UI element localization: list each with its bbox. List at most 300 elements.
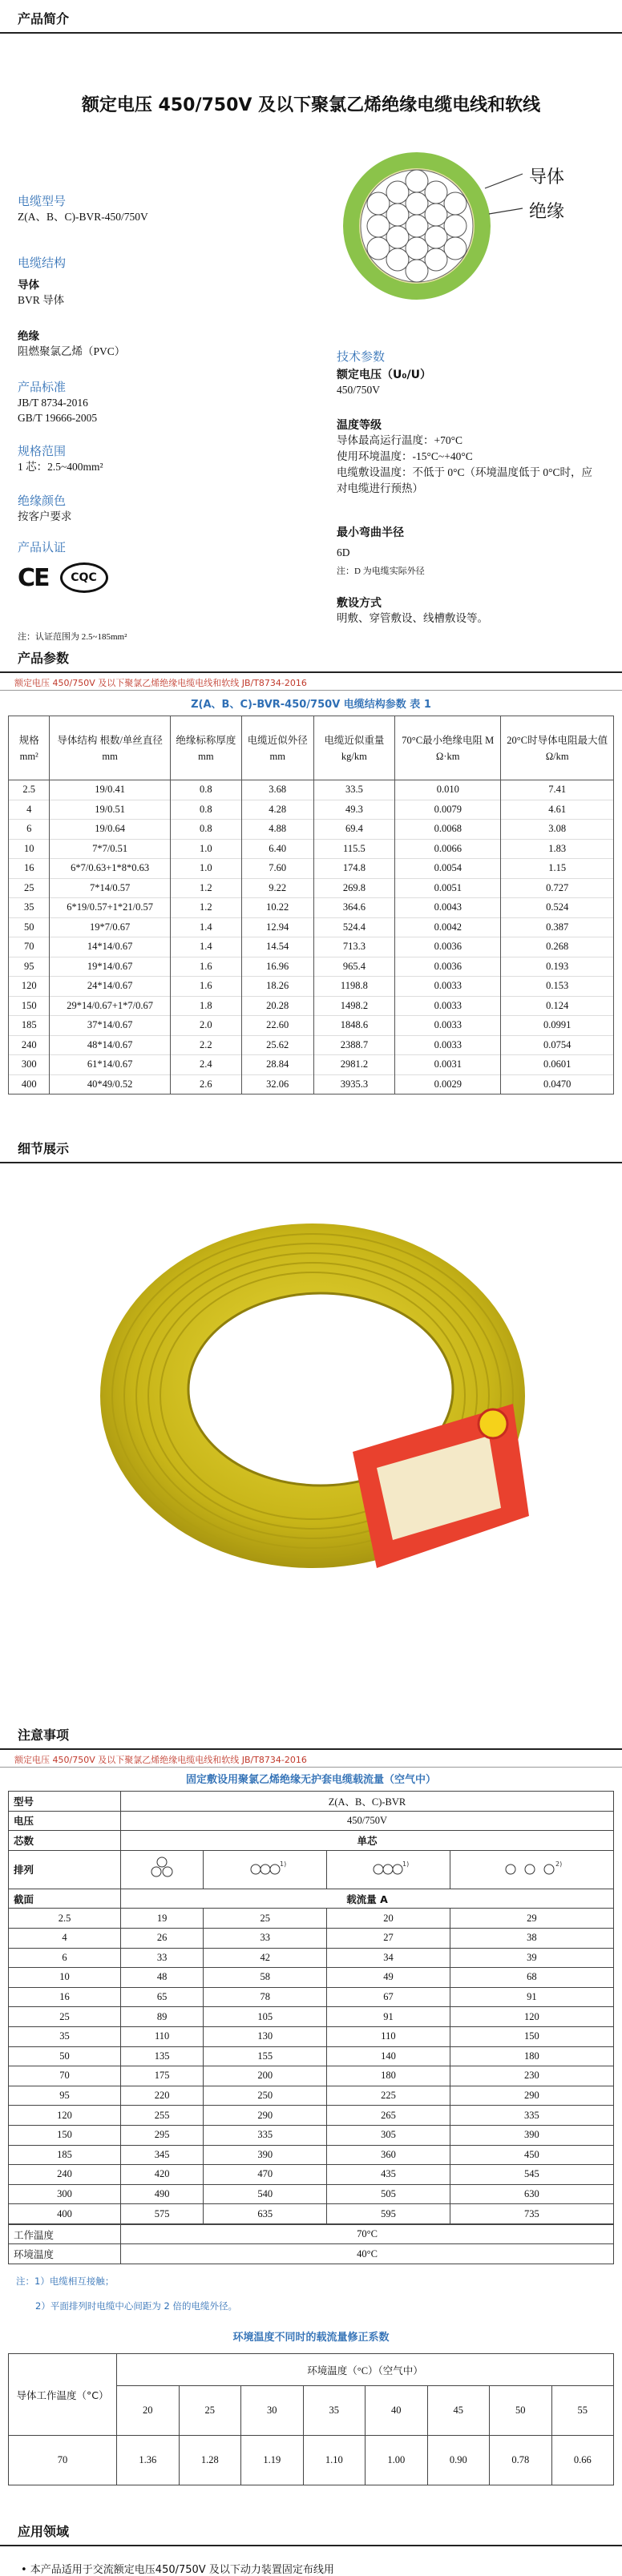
table-cell: 1.8	[170, 996, 241, 1016]
table-cell: 150	[9, 2125, 121, 2145]
table-row	[9, 917, 614, 937]
table-row	[9, 839, 614, 859]
table-cell: 635	[204, 2204, 327, 2224]
table-cell: 240	[9, 2165, 121, 2185]
corr-value-cell: 0.78	[490, 2436, 552, 2485]
table-row	[9, 977, 614, 997]
table-cell: 290	[204, 2106, 327, 2126]
table-cell: 390	[450, 2125, 613, 2145]
conductor-label: 导体	[529, 167, 565, 187]
table-cell: 29	[450, 1909, 613, 1929]
table-row	[9, 2125, 614, 2145]
table-cell: 2.4	[170, 1055, 241, 1075]
table-cell: 34	[327, 1948, 450, 1968]
corr-temp-cell: 25	[179, 2386, 241, 2436]
corr-temp-cell: 30	[241, 2386, 304, 2436]
table-cell: 364.6	[313, 898, 394, 918]
arrangement-label: 排列	[9, 1850, 121, 1889]
spec-value: 1 芯：2.5~400mm²	[18, 461, 103, 473]
section-header-details: 细节展示	[0, 1130, 622, 1163]
table-cell: 400	[9, 1074, 50, 1094]
table-cell: 1.83	[501, 839, 614, 859]
table-cell: 0.0029	[395, 1074, 501, 1094]
table-cell: 70	[9, 2066, 121, 2086]
env-temp-label: 环境温度	[9, 2244, 121, 2264]
work-temp-row	[9, 2224, 614, 2244]
params-header-cell: 70°C最小绝缘电阻 M Ω·km	[395, 716, 501, 780]
table-row	[9, 2165, 614, 2185]
table-cell: 0.268	[501, 937, 614, 957]
table-cell: 0.0991	[501, 1016, 614, 1036]
table-cell: 19*7/0.67	[50, 917, 170, 937]
table-cell: 4.28	[241, 800, 313, 820]
work-temp-value: 70°C	[121, 2224, 614, 2244]
table-cell: 240	[9, 1035, 50, 1055]
cqc-logo-text: CQC	[71, 571, 97, 584]
table-cell: 0.524	[501, 898, 614, 918]
table-cell: 335	[204, 2125, 327, 2145]
ampacity-arrangement-row	[9, 1850, 614, 1889]
table-cell: 490	[121, 2184, 204, 2204]
table-cell: 0.124	[501, 996, 614, 1016]
table-cell: 335	[450, 2106, 613, 2126]
params-header-cell: 绝缘标称厚度 mm	[170, 716, 241, 780]
table-cell: 0.0033	[395, 1016, 501, 1036]
table-cell: 0.0036	[395, 937, 501, 957]
ampacity-section-header-row	[9, 1889, 614, 1909]
table-row	[9, 1948, 614, 1968]
table-cell: 19	[121, 1909, 204, 1929]
table-cell: 1848.6	[313, 1016, 394, 1036]
table-cell: 20	[327, 1909, 450, 1929]
table-cell: 150	[450, 2026, 613, 2046]
table-row	[9, 2026, 614, 2046]
section-label: 截面	[9, 1889, 121, 1909]
table-cell: 6*19/0.57+1*21/0.57	[50, 898, 170, 918]
table-cell: 19*14/0.67	[50, 957, 170, 977]
table-cell: 1498.2	[313, 996, 394, 1016]
table-cell: 91	[450, 1987, 613, 2007]
conductor-value: BVR 导体	[18, 294, 65, 306]
table-cell: 4.88	[241, 820, 313, 840]
standard-1: JB/T 8734-2016	[18, 397, 88, 409]
bend-note: 注：D 为电缆实际外径	[337, 566, 425, 576]
table-cell: 4	[9, 800, 50, 820]
table-cell: 435	[327, 2165, 450, 2185]
ampacity-note-2: 2）平面排列时电缆中心间距为 2 倍的电缆外径。	[35, 2300, 237, 2312]
table-cell: 390	[204, 2145, 327, 2165]
table-cell: 16	[9, 1987, 121, 2007]
table-cell: 420	[121, 2165, 204, 2185]
table-cell: 28.84	[241, 1055, 313, 1075]
table-cell: 16.96	[241, 957, 313, 977]
correction-values-row	[9, 2436, 614, 2485]
table-cell: 1198.8	[313, 977, 394, 997]
table-cell: 69.4	[313, 820, 394, 840]
insulation-block	[18, 329, 125, 359]
corr-row-label: 70	[9, 2436, 117, 2485]
table-cell: 6.40	[241, 839, 313, 859]
ampacity-table-title: 固定敷设用聚氯乙烯绝缘无护套电缆载流量（空气中）	[185, 1774, 436, 1786]
ampacity-model-row	[9, 1792, 614, 1812]
table-cell: 0.8	[170, 800, 241, 820]
correction-title: 环境温度不同时的载流量修正系数	[232, 2332, 390, 2344]
tech-heading: 技术参数	[337, 349, 386, 364]
table-cell: 0.153	[501, 977, 614, 997]
table-cell: 135	[121, 2046, 204, 2066]
table-cell: 14.54	[241, 937, 313, 957]
table-cell: 58	[204, 1968, 327, 1988]
table-row	[9, 1016, 614, 1036]
table-cell: 1.15	[501, 859, 614, 879]
table-cell: 3.08	[501, 820, 614, 840]
cert-heading: 产品认证	[18, 540, 67, 554]
arrangement-trefoil-icon	[121, 1850, 204, 1889]
rated-voltage-label: 额定电压（U₀/U）	[337, 369, 431, 381]
table-cell: 7.60	[241, 859, 313, 879]
table-cell: 230	[450, 2066, 613, 2086]
corr-temp-cell: 45	[427, 2386, 490, 2436]
table-row	[9, 2007, 614, 2027]
table-cell: 39	[450, 1948, 613, 1968]
table-cell: 505	[327, 2184, 450, 2204]
table-cell: 200	[204, 2066, 327, 2086]
table-cell: 345	[121, 2145, 204, 2165]
ampacity-label: 载流量 A	[121, 1889, 614, 1909]
table-cell: 180	[327, 2066, 450, 2086]
table-cell: 95	[9, 2086, 121, 2106]
table-cell: 35	[9, 2026, 121, 2046]
table-row	[9, 1035, 614, 1055]
corr-value-cell: 1.10	[303, 2436, 366, 2485]
table-cell: 48*14/0.67	[50, 1035, 170, 1055]
cqc-logo	[60, 562, 108, 593]
table-cell: 25	[9, 2007, 121, 2027]
model-block	[18, 192, 148, 224]
color-heading: 绝缘颜色	[18, 494, 67, 508]
table-cell: 91	[327, 2007, 450, 2027]
table-cell: 0.387	[501, 917, 614, 937]
corr-temp-cell: 50	[490, 2386, 552, 2436]
table-cell: 115.5	[313, 839, 394, 859]
params-header-cell: 电缆近似重量 kg/km	[313, 716, 394, 780]
product-photo	[0, 1163, 622, 1644]
install-value: 明敷、穿管敷设、线槽敷设等。	[337, 612, 488, 624]
table-cell: 19/0.51	[50, 800, 170, 820]
table-cell: 67	[327, 1987, 450, 2007]
table-cell: 155	[204, 2046, 327, 2066]
table-cell: 545	[450, 2165, 613, 2185]
table-cell: 10	[9, 839, 50, 859]
table-row	[9, 2046, 614, 2066]
table-cell: 40*49/0.52	[50, 1074, 170, 1094]
tech-block	[337, 348, 431, 398]
standard-2: GB/T 19666-2005	[18, 412, 98, 424]
insulation-value: 阻燃聚氯乙烯（PVC）	[18, 345, 126, 357]
table-cell: 0.0036	[395, 957, 501, 977]
corr-value-cell: 1.36	[117, 2436, 180, 2485]
table-cell: 110	[121, 2026, 204, 2046]
table-cell: 38	[450, 1928, 613, 1948]
table-row	[9, 937, 614, 957]
corr-temp-cell: 55	[551, 2386, 614, 2436]
table-cell: 120	[450, 2007, 613, 2027]
table-cell: 185	[9, 2145, 121, 2165]
table-row	[9, 996, 614, 1016]
insulation-heading: 绝缘	[18, 330, 39, 342]
table-cell: 19/0.41	[50, 780, 170, 800]
params-header-cell: 规格 mm²	[9, 716, 50, 780]
table-cell: 0.0051	[395, 878, 501, 898]
table-cell: 6	[9, 820, 50, 840]
table-cell: 0.010	[395, 780, 501, 800]
table-cell: 4	[9, 1928, 121, 1948]
corr-value-cell: 0.90	[427, 2436, 490, 2485]
table-cell: 0.0054	[395, 859, 501, 879]
table-cell: 70	[9, 937, 50, 957]
table-cell: 1.4	[170, 917, 241, 937]
table-cell: 4.61	[501, 800, 614, 820]
correction-table	[8, 2353, 614, 2485]
correction-header-row	[9, 2354, 614, 2386]
svg-text:1): 1)	[279, 1860, 286, 1869]
table-cell: 713.3	[313, 937, 394, 957]
table-cell: 1.4	[170, 937, 241, 957]
table-row	[9, 2066, 614, 2086]
table-cell: 7*7/0.51	[50, 839, 170, 859]
params-table-title: Z(A、B、C)-BVR-450/750V 电缆结构参数 表 1	[191, 699, 431, 711]
table-cell: 269.8	[313, 878, 394, 898]
params-table-header	[9, 716, 614, 780]
table-cell: 32.06	[241, 1074, 313, 1094]
arrangement-flat-spaced-icon	[450, 1850, 613, 1889]
table-cell: 300	[9, 1055, 50, 1075]
arrangement-flat-touching-2-icon	[327, 1850, 450, 1889]
spec-block	[18, 442, 103, 474]
table-cell: 25	[9, 878, 50, 898]
params-table	[8, 716, 614, 1094]
table-cell: 185	[9, 1016, 50, 1036]
table-row	[9, 859, 614, 879]
table-cell: 1.0	[170, 859, 241, 879]
table-cell: 35	[9, 898, 50, 918]
table-cell: 7.41	[501, 780, 614, 800]
section-header-notes: 注意事项	[0, 1716, 622, 1750]
ampacity-table	[8, 1791, 614, 2224]
table-cell: 250	[204, 2086, 327, 2106]
table-cell: 49	[327, 1968, 450, 1988]
cores-value-cell: 单芯	[121, 1831, 614, 1851]
corr-value-cell: 0.66	[551, 2436, 614, 2485]
params-header-cell: 电缆近似外径 mm	[241, 716, 313, 780]
table-row	[9, 1909, 614, 1929]
voltage-value-cell: 450/750V	[121, 1811, 614, 1831]
table-cell: 2.6	[170, 1074, 241, 1094]
corr-temp-cell: 40	[366, 2386, 428, 2436]
table-cell: 110	[327, 2026, 450, 2046]
table-cell: 180	[450, 2046, 613, 2066]
table-cell: 33	[121, 1948, 204, 1968]
table-cell: 0.0033	[395, 996, 501, 1016]
svg-text:2): 2)	[555, 1860, 563, 1869]
application-text: • 本产品适用于交流额定电压450/750V 及以下动力装置固定布线用	[21, 2564, 334, 2576]
table-cell: 360	[327, 2145, 450, 2165]
table-cell: 19/0.64	[50, 820, 170, 840]
ampacity-note-1: 注：1）电缆相互接触；	[16, 2276, 115, 2288]
table-cell: 0.0754	[501, 1035, 614, 1055]
color-block	[18, 492, 72, 524]
table-cell: 6*7/0.63+1*8*0.63	[50, 859, 170, 879]
install-heading: 敷设方式	[337, 597, 382, 610]
bend-heading: 最小弯曲半径	[337, 526, 404, 539]
table-cell: 61*14/0.67	[50, 1055, 170, 1075]
table-cell: 120	[9, 977, 50, 997]
temp-line-4: 对电缆进行预热）	[337, 482, 423, 494]
table-cell: 255	[121, 2106, 204, 2126]
corr-env-label: 环境温度（°C）（空气中）	[117, 2354, 614, 2386]
table-cell: 0.0043	[395, 898, 501, 918]
spec-heading: 规格范围	[18, 444, 67, 458]
model-label: 型号	[9, 1792, 121, 1812]
params-header-cell: 导体结构 根数/单丝直径 mm	[50, 716, 170, 780]
table-cell: 0.0042	[395, 917, 501, 937]
table-cell: 29*14/0.67+1*7/0.67	[50, 996, 170, 1016]
table-row	[9, 1987, 614, 2007]
voltage-label: 电压	[9, 1811, 121, 1831]
table-cell: 540	[204, 2184, 327, 2204]
ampacity-standard-note: 额定电压 450/750V 及以下聚氯乙烯绝缘电缆电线和软线 JB/T8734-2016	[0, 1750, 622, 1768]
table-cell: 33	[204, 1928, 327, 1948]
table-row	[9, 2184, 614, 2204]
table-row	[9, 2204, 614, 2224]
table-cell: 16	[9, 859, 50, 879]
structure-block	[18, 254, 66, 308]
table-row	[9, 2086, 614, 2106]
table-cell: 7*14/0.57	[50, 878, 170, 898]
env-temp-row	[9, 2244, 614, 2264]
params-table-body	[9, 780, 614, 1094]
table-cell: 6	[9, 1948, 121, 1968]
table-cell: 175	[121, 2066, 204, 2086]
model-value: Z(A、B、C)-BVR-450/750V	[18, 211, 148, 223]
model-heading: 电缆型号	[18, 194, 67, 208]
table-cell: 735	[450, 2204, 613, 2224]
table-cell: 450	[450, 2145, 613, 2165]
insulation-label: 绝缘	[529, 201, 565, 221]
table-row	[9, 878, 614, 898]
cert-logos	[18, 562, 108, 593]
corr-temp-cell: 20	[117, 2386, 180, 2436]
table-cell: 10	[9, 1968, 121, 1988]
table-cell: 575	[121, 2204, 204, 2224]
table-cell: 95	[9, 957, 50, 977]
table-cell: 225	[327, 2086, 450, 2106]
svg-text:1): 1)	[402, 1860, 410, 1869]
table-cell: 0.0079	[395, 800, 501, 820]
table-row	[9, 2106, 614, 2126]
table-cell: 0.0470	[501, 1074, 614, 1094]
product-title: 额定电压 450/750V 及以下聚氯乙烯绝缘电缆电线和软线	[81, 95, 541, 115]
table-cell: 174.8	[313, 859, 394, 879]
section-header-params: 产品参数	[0, 639, 622, 673]
color-value: 按客户要求	[18, 510, 72, 522]
table-cell: 0.0033	[395, 1035, 501, 1055]
table-row	[9, 800, 614, 820]
table-cell: 68	[450, 1968, 613, 1988]
bend-value: 6D	[337, 546, 350, 558]
corr-value-cell: 1.00	[366, 2436, 428, 2485]
corr-value-cell: 1.19	[241, 2436, 304, 2485]
work-temp-label: 工作温度	[9, 2224, 121, 2244]
temp-line-1: 导体最高运行温度：+70°C	[337, 434, 463, 446]
table-cell: 37*14/0.67	[50, 1016, 170, 1036]
table-row	[9, 1074, 614, 1094]
ampacity-cores-row	[9, 1831, 614, 1851]
table-cell: 0.727	[501, 878, 614, 898]
corr-temp-cell: 35	[303, 2386, 366, 2436]
temp-block	[337, 417, 617, 497]
table-cell: 2.2	[170, 1035, 241, 1055]
table-cell: 630	[450, 2184, 613, 2204]
params-standard-note: 额定电压 450/750V 及以下聚氯乙烯绝缘电缆电线和软线 JB/T8734-2016	[0, 673, 622, 691]
table-cell: 0.8	[170, 780, 241, 800]
params-header-cell: 20°C时导体电阻最大值 Ω/km	[501, 716, 614, 780]
table-cell: 2981.2	[313, 1055, 394, 1075]
temp-line-3: 电缆敷设温度：不低于 0°C（环境温度低于 0°C时，应	[337, 466, 593, 478]
table-cell: 305	[327, 2125, 450, 2145]
table-cell: 25	[204, 1909, 327, 1929]
table-row	[9, 957, 614, 977]
table-cell: 130	[204, 2026, 327, 2046]
table-row	[9, 820, 614, 840]
model-value-cell: Z(A、B、C)-BVR	[121, 1792, 614, 1812]
env-temp-value: 40°C	[121, 2244, 614, 2264]
table-cell: 3.68	[241, 780, 313, 800]
table-cell: 78	[204, 1987, 327, 2007]
table-cell: 1.0	[170, 839, 241, 859]
table-cell: 50	[9, 917, 50, 937]
standard-heading: 产品标准	[18, 380, 67, 394]
temp-heading: 温度等级	[337, 419, 382, 432]
table-cell: 220	[121, 2086, 204, 2106]
cores-label: 芯数	[9, 1831, 121, 1851]
table-cell: 1.6	[170, 977, 241, 997]
table-cell: 27	[327, 1928, 450, 1948]
table-cell: 0.193	[501, 957, 614, 977]
bend-block	[337, 524, 425, 577]
table-cell: 49.3	[313, 800, 394, 820]
table-cell: 12.94	[241, 917, 313, 937]
table-cell: 595	[327, 2204, 450, 2224]
table-cell: 26	[121, 1928, 204, 1948]
table-cell: 2.5	[9, 780, 50, 800]
temp-line-2: 使用环境温度：-15°C~+40°C	[337, 450, 473, 462]
table-cell: 89	[121, 2007, 204, 2027]
table-cell: 18.26	[241, 977, 313, 997]
cert-note: 注：认证范围为 2.5~185mm²	[18, 632, 127, 642]
ce-mark-logo: CE	[18, 563, 49, 592]
cable-cross-section-diagram	[337, 150, 529, 302]
corr-conductor-label: 导体工作温度（°C）	[9, 2354, 117, 2436]
table-cell: 1.2	[170, 878, 241, 898]
table-cell: 295	[121, 2125, 204, 2145]
table-cell: 9.22	[241, 878, 313, 898]
structure-heading: 电缆结构	[18, 256, 67, 270]
rated-voltage-value: 450/750V	[337, 384, 380, 396]
table-cell: 33.5	[313, 780, 394, 800]
table-cell: 50	[9, 2046, 121, 2066]
table-cell: 0.0068	[395, 820, 501, 840]
